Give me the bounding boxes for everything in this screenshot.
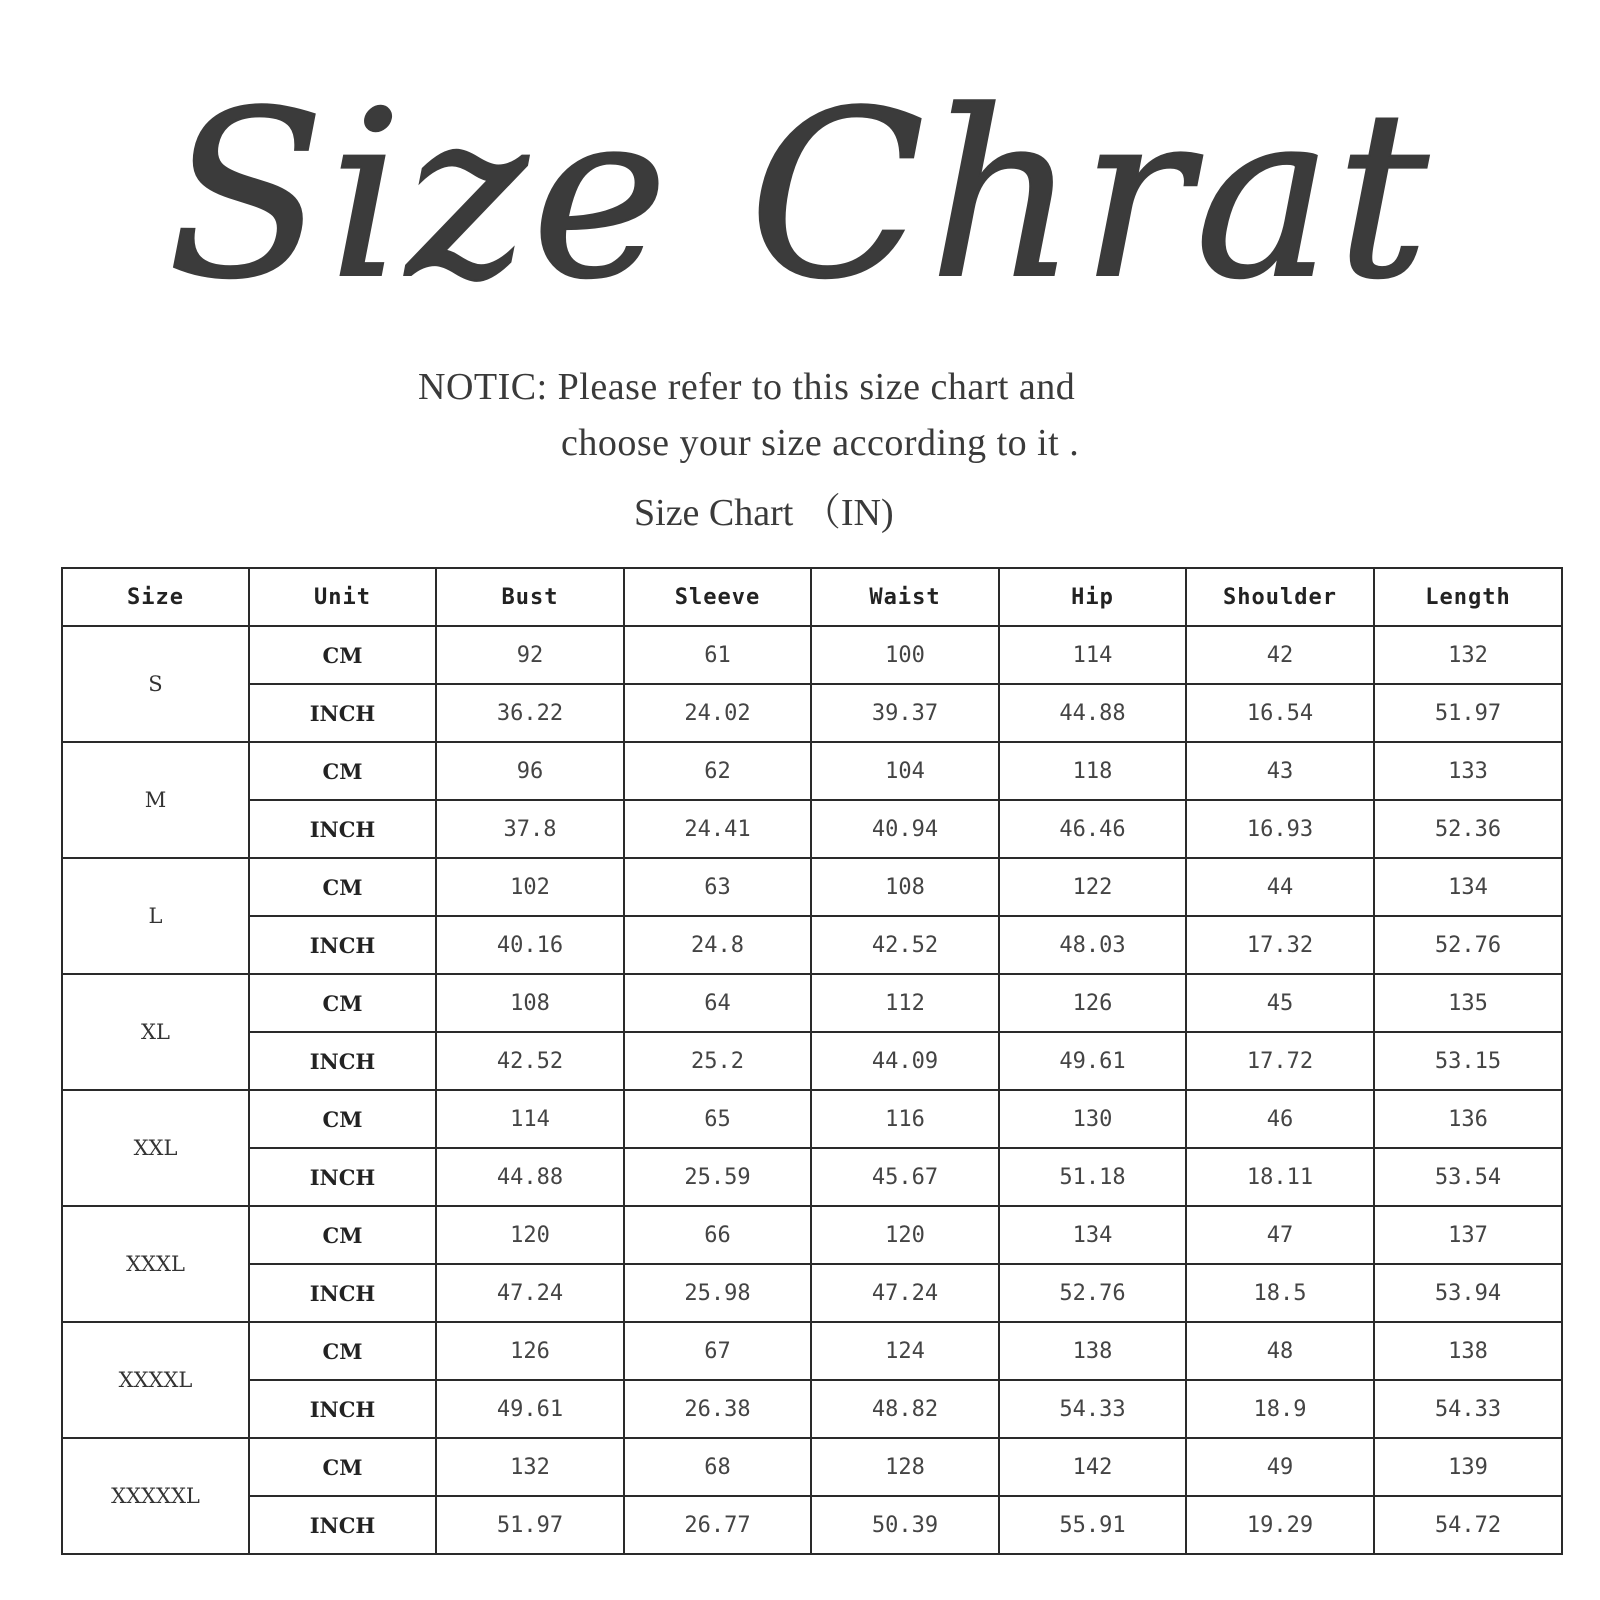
table-row — [62, 800, 1562, 858]
table-row — [62, 1380, 1562, 1438]
table-row — [62, 974, 1562, 1032]
table-cell: 54.33 — [1374, 1380, 1562, 1438]
table-row — [62, 1438, 1562, 1496]
table-cell: 25.59 — [624, 1148, 811, 1206]
table-row — [62, 1322, 1562, 1380]
table-cell: 66 — [624, 1206, 811, 1264]
table-cell: 114 — [999, 626, 1186, 684]
table-row — [62, 1496, 1562, 1554]
column-header-shoulder: Shoulder — [1186, 568, 1374, 626]
table-cell: 126 — [436, 1322, 624, 1380]
table-cell: 132 — [436, 1438, 624, 1496]
table-cell: 24.02 — [624, 684, 811, 742]
table-cell: 137 — [1374, 1206, 1562, 1264]
table-cell: 138 — [1374, 1322, 1562, 1380]
table-cell: 51.18 — [999, 1148, 1186, 1206]
table-cell: 64 — [624, 974, 811, 1032]
table-cell: 50.39 — [811, 1496, 999, 1554]
table-cell: 52.76 — [999, 1264, 1186, 1322]
table-cell: 112 — [811, 974, 999, 1032]
table-cell: 55.91 — [999, 1496, 1186, 1554]
unit-inch: INCH — [249, 916, 436, 974]
table-cell: 18.5 — [1186, 1264, 1374, 1322]
size-table — [61, 567, 1563, 1555]
table-cell: 51.97 — [1374, 684, 1562, 742]
table-body — [62, 626, 1562, 1554]
unit-inch: INCH — [249, 1496, 436, 1554]
table-cell: 25.2 — [624, 1032, 811, 1090]
page-title — [0, 60, 1600, 360]
table-row — [62, 916, 1562, 974]
size-label: L — [62, 858, 249, 974]
table-cell: 40.16 — [436, 916, 624, 974]
table-cell: 42.52 — [811, 916, 999, 974]
table-row — [62, 1206, 1562, 1264]
unit-inch: INCH — [249, 1264, 436, 1322]
size-label: XXL — [62, 1090, 249, 1206]
notice-line-1: NOTIC: Please refer to this size chart and — [418, 366, 1076, 408]
table-cell: 53.15 — [1374, 1032, 1562, 1090]
table-cell: 100 — [811, 626, 999, 684]
unit-inch: INCH — [249, 1148, 436, 1206]
table-row — [62, 1032, 1562, 1090]
table-row — [62, 858, 1562, 916]
table-cell: 44.88 — [999, 684, 1186, 742]
unit-cm: CM — [249, 974, 436, 1032]
table-cell: 92 — [436, 626, 624, 684]
table-cell: 51.97 — [436, 1496, 624, 1554]
unit-cm: CM — [249, 1090, 436, 1148]
table-cell: 16.93 — [1186, 800, 1374, 858]
table-cell: 40.94 — [811, 800, 999, 858]
unit-cm: CM — [249, 1206, 436, 1264]
notice-line-2: choose your size according to it . — [561, 422, 1080, 464]
table-row — [62, 1264, 1562, 1322]
table-cell: 139 — [1374, 1438, 1562, 1496]
table-cell: 26.38 — [624, 1380, 811, 1438]
size-label: M — [62, 742, 249, 858]
table-cell: 45.67 — [811, 1148, 999, 1206]
table-cell: 42 — [1186, 626, 1374, 684]
table-cell: 25.98 — [624, 1264, 811, 1322]
unit-cm: CM — [249, 858, 436, 916]
chart-subtitle: Size Chart （IN) — [634, 492, 894, 534]
unit-inch: INCH — [249, 1032, 436, 1090]
table-cell: 133 — [1374, 742, 1562, 800]
table-cell: 63 — [624, 858, 811, 916]
table-cell: 124 — [811, 1322, 999, 1380]
table-cell: 39.37 — [811, 684, 999, 742]
table-cell: 19.29 — [1186, 1496, 1374, 1554]
table-cell: 17.72 — [1186, 1032, 1374, 1090]
table-cell: 120 — [436, 1206, 624, 1264]
table-cell: 16.54 — [1186, 684, 1374, 742]
table-cell: 128 — [811, 1438, 999, 1496]
table-cell: 62 — [624, 742, 811, 800]
table-cell: 114 — [436, 1090, 624, 1148]
unit-inch: INCH — [249, 684, 436, 742]
unit-inch: INCH — [249, 1380, 436, 1438]
table-cell: 46.46 — [999, 800, 1186, 858]
table-cell: 17.32 — [1186, 916, 1374, 974]
title-text: Size Chrat — [167, 63, 1433, 330]
table-cell: 122 — [999, 858, 1186, 916]
table-cell: 37.8 — [436, 800, 624, 858]
script-title-graphic — [0, 60, 1600, 360]
table-cell: 136 — [1374, 1090, 1562, 1148]
unit-cm: CM — [249, 626, 436, 684]
table-cell: 108 — [436, 974, 624, 1032]
table-cell: 116 — [811, 1090, 999, 1148]
table-cell: 126 — [999, 974, 1186, 1032]
table-cell: 18.11 — [1186, 1148, 1374, 1206]
table-cell: 102 — [436, 858, 624, 916]
table-row — [62, 684, 1562, 742]
table-cell: 46 — [1186, 1090, 1374, 1148]
table-cell: 44.09 — [811, 1032, 999, 1090]
table-row — [62, 1148, 1562, 1206]
table-cell: 135 — [1374, 974, 1562, 1032]
unit-cm: CM — [249, 742, 436, 800]
unit-cm: CM — [249, 1322, 436, 1380]
table-cell: 104 — [811, 742, 999, 800]
table-cell: 24.8 — [624, 916, 811, 974]
table-cell: 48.82 — [811, 1380, 999, 1438]
table-cell: 26.77 — [624, 1496, 811, 1554]
table-cell: 134 — [999, 1206, 1186, 1264]
unit-inch: INCH — [249, 800, 436, 858]
unit-cm: CM — [249, 1438, 436, 1496]
table-row — [62, 1090, 1562, 1148]
table-cell: 49.61 — [999, 1032, 1186, 1090]
table-cell: 52.76 — [1374, 916, 1562, 974]
table-cell: 47.24 — [436, 1264, 624, 1322]
table-cell: 49 — [1186, 1438, 1374, 1496]
table-cell: 45 — [1186, 974, 1374, 1032]
table-cell: 48.03 — [999, 916, 1186, 974]
column-header-sleeve: Sleeve — [624, 568, 811, 626]
column-header-hip: Hip — [999, 568, 1186, 626]
table-cell: 47 — [1186, 1206, 1374, 1264]
table-cell: 54.72 — [1374, 1496, 1562, 1554]
size-label: XXXXL — [62, 1322, 249, 1438]
table-cell: 53.54 — [1374, 1148, 1562, 1206]
table-cell: 18.9 — [1186, 1380, 1374, 1438]
table-cell: 67 — [624, 1322, 811, 1380]
table-cell: 65 — [624, 1090, 811, 1148]
column-header-bust: Bust — [436, 568, 624, 626]
table-cell: 52.36 — [1374, 800, 1562, 858]
table-cell: 130 — [999, 1090, 1186, 1148]
table-cell: 132 — [1374, 626, 1562, 684]
column-header-waist: Waist — [811, 568, 999, 626]
column-header-size: Size — [62, 568, 249, 626]
table-cell: 118 — [999, 742, 1186, 800]
table-cell: 108 — [811, 858, 999, 916]
table-cell: 54.33 — [999, 1380, 1186, 1438]
table-cell: 134 — [1374, 858, 1562, 916]
table-row — [62, 626, 1562, 684]
table-cell: 24.41 — [624, 800, 811, 858]
table-cell: 68 — [624, 1438, 811, 1496]
size-label: XXXXXL — [62, 1438, 249, 1554]
size-label: XL — [62, 974, 249, 1090]
table-cell: 43 — [1186, 742, 1374, 800]
table-cell: 61 — [624, 626, 811, 684]
table-cell: 96 — [436, 742, 624, 800]
table-cell: 138 — [999, 1322, 1186, 1380]
table-cell: 42.52 — [436, 1032, 624, 1090]
table-cell: 44 — [1186, 858, 1374, 916]
column-header-unit: Unit — [249, 568, 436, 626]
table-cell: 49.61 — [436, 1380, 624, 1438]
size-label: XXXL — [62, 1206, 249, 1322]
table-header-row — [62, 568, 1562, 626]
table-row — [62, 742, 1562, 800]
table-cell: 48 — [1186, 1322, 1374, 1380]
column-header-length: Length — [1374, 568, 1562, 626]
table-cell: 142 — [999, 1438, 1186, 1496]
table-cell: 44.88 — [436, 1148, 624, 1206]
table-cell: 120 — [811, 1206, 999, 1264]
size-label: S — [62, 626, 249, 742]
table-cell: 53.94 — [1374, 1264, 1562, 1322]
table-cell: 36.22 — [436, 684, 624, 742]
table-cell: 47.24 — [811, 1264, 999, 1322]
